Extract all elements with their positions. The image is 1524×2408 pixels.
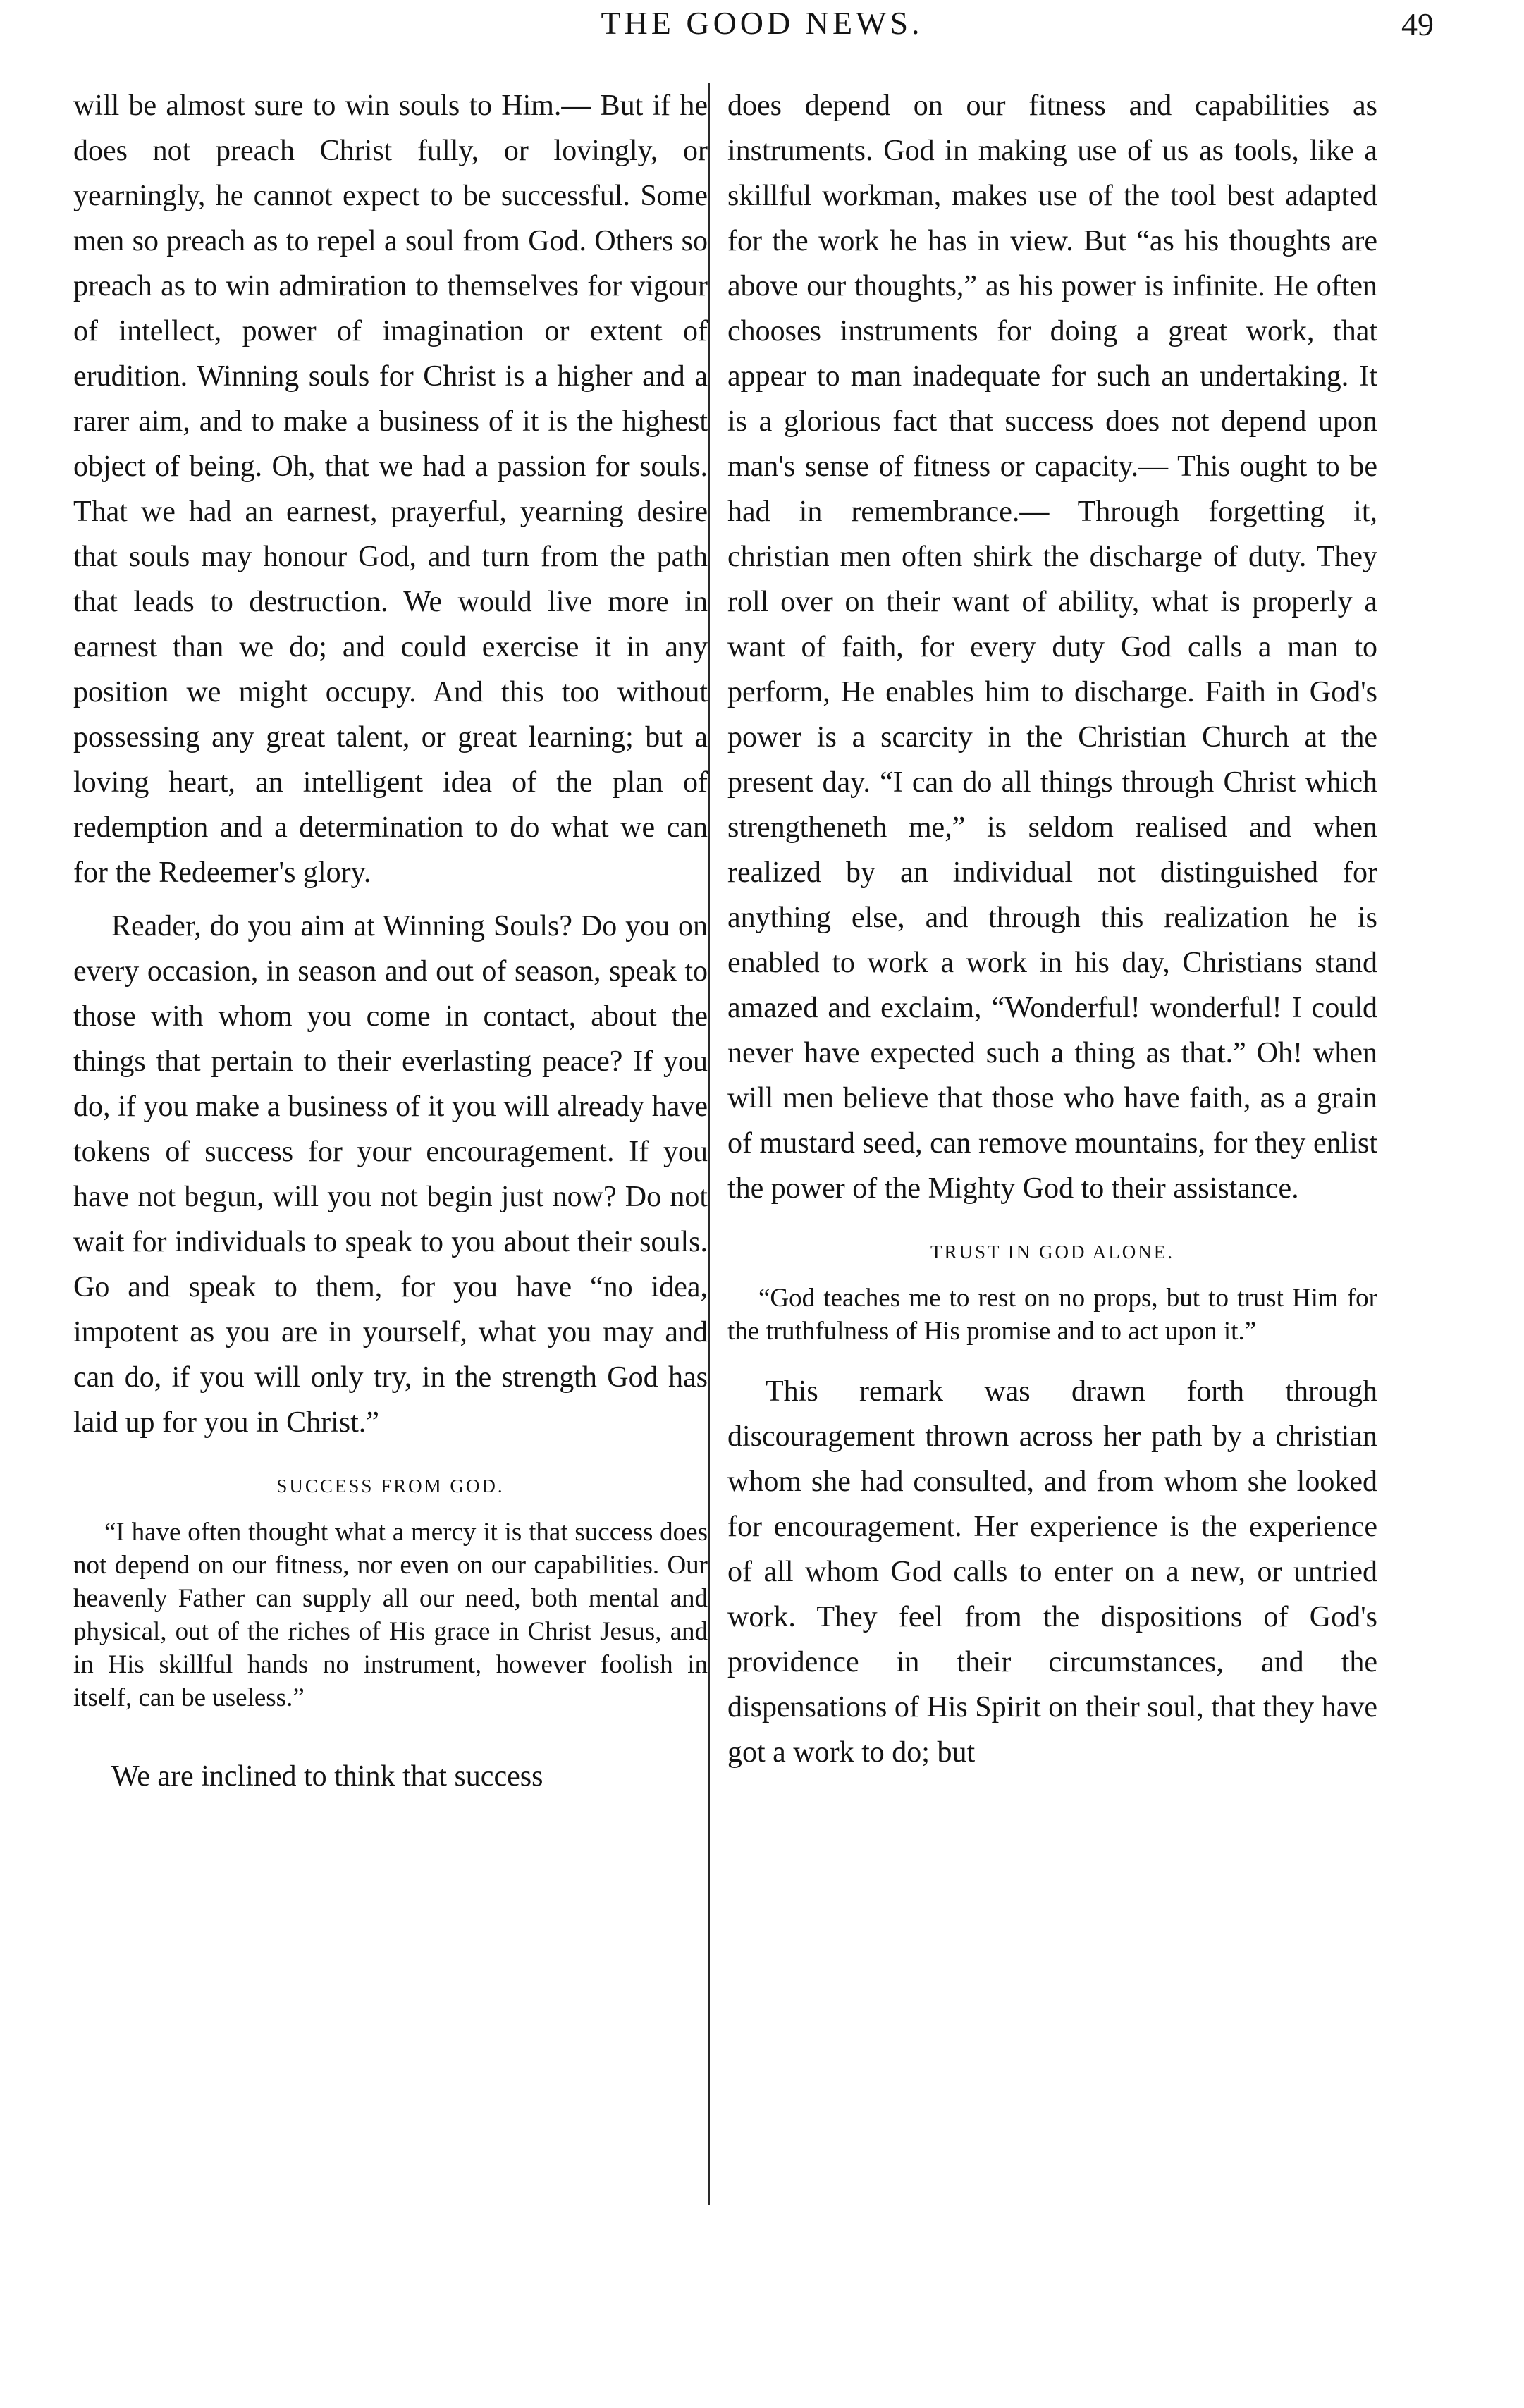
right-paragraph-1: does depend on our fitness and capabilities as instruments. God in making use of us as tools, like a skillful workman, makes use of the tool best adapted for the work he has in view. But “as his thoughts are above our thoughts,” as his power is infinite. He often chooses instruments for doing a great work, that appear to man inadequate for such an undertaking. It is a glorious fact that success does not depend upon man's sense of fitness or capacity.— This ought to be had in remembrance.— Through forgetting it, christian men often shirk the discharge of duty. They roll over on their want of ability, what is properly a want of faith, for every duty God calls a man to perform, He enables him to discharge. Faith in God's power is a scarcity in the Christian Church at the present day. “I can do all things through Christ which strengtheneth me,” is seldom realised and when realized by an individual not distinguished for anything else, and through this realization he is enabled to work a work in his day, Christians stand amazed and exclaim, “Wonderful! wonderful! I could never have expected such a thing as that.” Oh! when will men believe that those who have faith, as a grain of mustard seed, can remove mountains, for they enlist the power of the Mighty God to their assistance.: [727, 90, 1377, 1205]
quote-trust: “God teaches me to rest on no props, but to trust Him for the truthfulness of His promise and to act upon it.”: [727, 1284, 1377, 1346]
right-paragraph-2: This remark was drawn forth through discouragement thrown across her path by a christian whom she had consulted, and from whom she looked for encouragement. Her experience is the experience of all whom God calls to enter on a new, or untried work. They feel from the dispositions of God's providence in their circumstances, and the dispensations of His Spirit on their soul, that they have got a work to do; but: [727, 1375, 1377, 1769]
page-number: 49: [1401, 6, 1434, 42]
column-divider: [708, 83, 710, 2205]
right-column: [727, 83, 1377, 1775]
running-title: THE GOOD NEWS.: [601, 5, 923, 41]
left-paragraph-2: Reader, do you aim at Winning Souls? Do you on every occasion, in season and out of season, speak to those with whom you come in contact, about the things that pertain to their everlasting peace? If you do, if you make a business of it you will already have tokens of success for your encouragement. If you have not begun, will you not begin just now? Do not wait for individuals to speak to you about their souls. Go and speak to them, for you have “no idea, impotent as you are in yourself, what you may and can do, if you will only try, in the strength God has laid up for you in Christ.”: [73, 910, 708, 1439]
page-header: [0, 4, 1524, 54]
left-column: [73, 83, 708, 1799]
left-paragraph-1: will be almost sure to win souls to Him.— But if he does not preach Christ fully, or lovingly, or yearningly, he cannot expect to be successful. Some men so preach as to repel a soul from God. Others so preach as to win admiration to themselves for vigour of intellect, power of imagination or extent of erudition. Winning souls for Christ is a higher and a rarer aim, and to make a business of it is the highest object of being. Oh, that we had a passion for souls. That we had an earnest, prayerful, yearning desire that souls may honour God, and turn from the path that leads to destruction. We would live more in earnest than we do; and could exercise it in any position we might occupy. And this too without possessing any great talent, or great learning; but a loving heart, an intelligent idea of the plan of redemption and a determination to do what we can for the Redeemer's glory.: [73, 90, 708, 889]
left-paragraph-3: We are inclined to think that success: [111, 1760, 543, 1793]
section-heading-success: SUCCESS FROM GOD.: [276, 1475, 505, 1497]
section-heading-trust: TRUST IN GOD ALONE.: [930, 1241, 1174, 1263]
quote-success: “I have often thought what a mercy it is that success does not depend on our fitness, nor even on our capabilities. Our heavenly Father can supply all our need, both mental and physical, out of the riches of His grace in Christ Jesus, and in His skillful hands no instrument, however foolish in itself, can be useless.”: [73, 1518, 708, 1712]
